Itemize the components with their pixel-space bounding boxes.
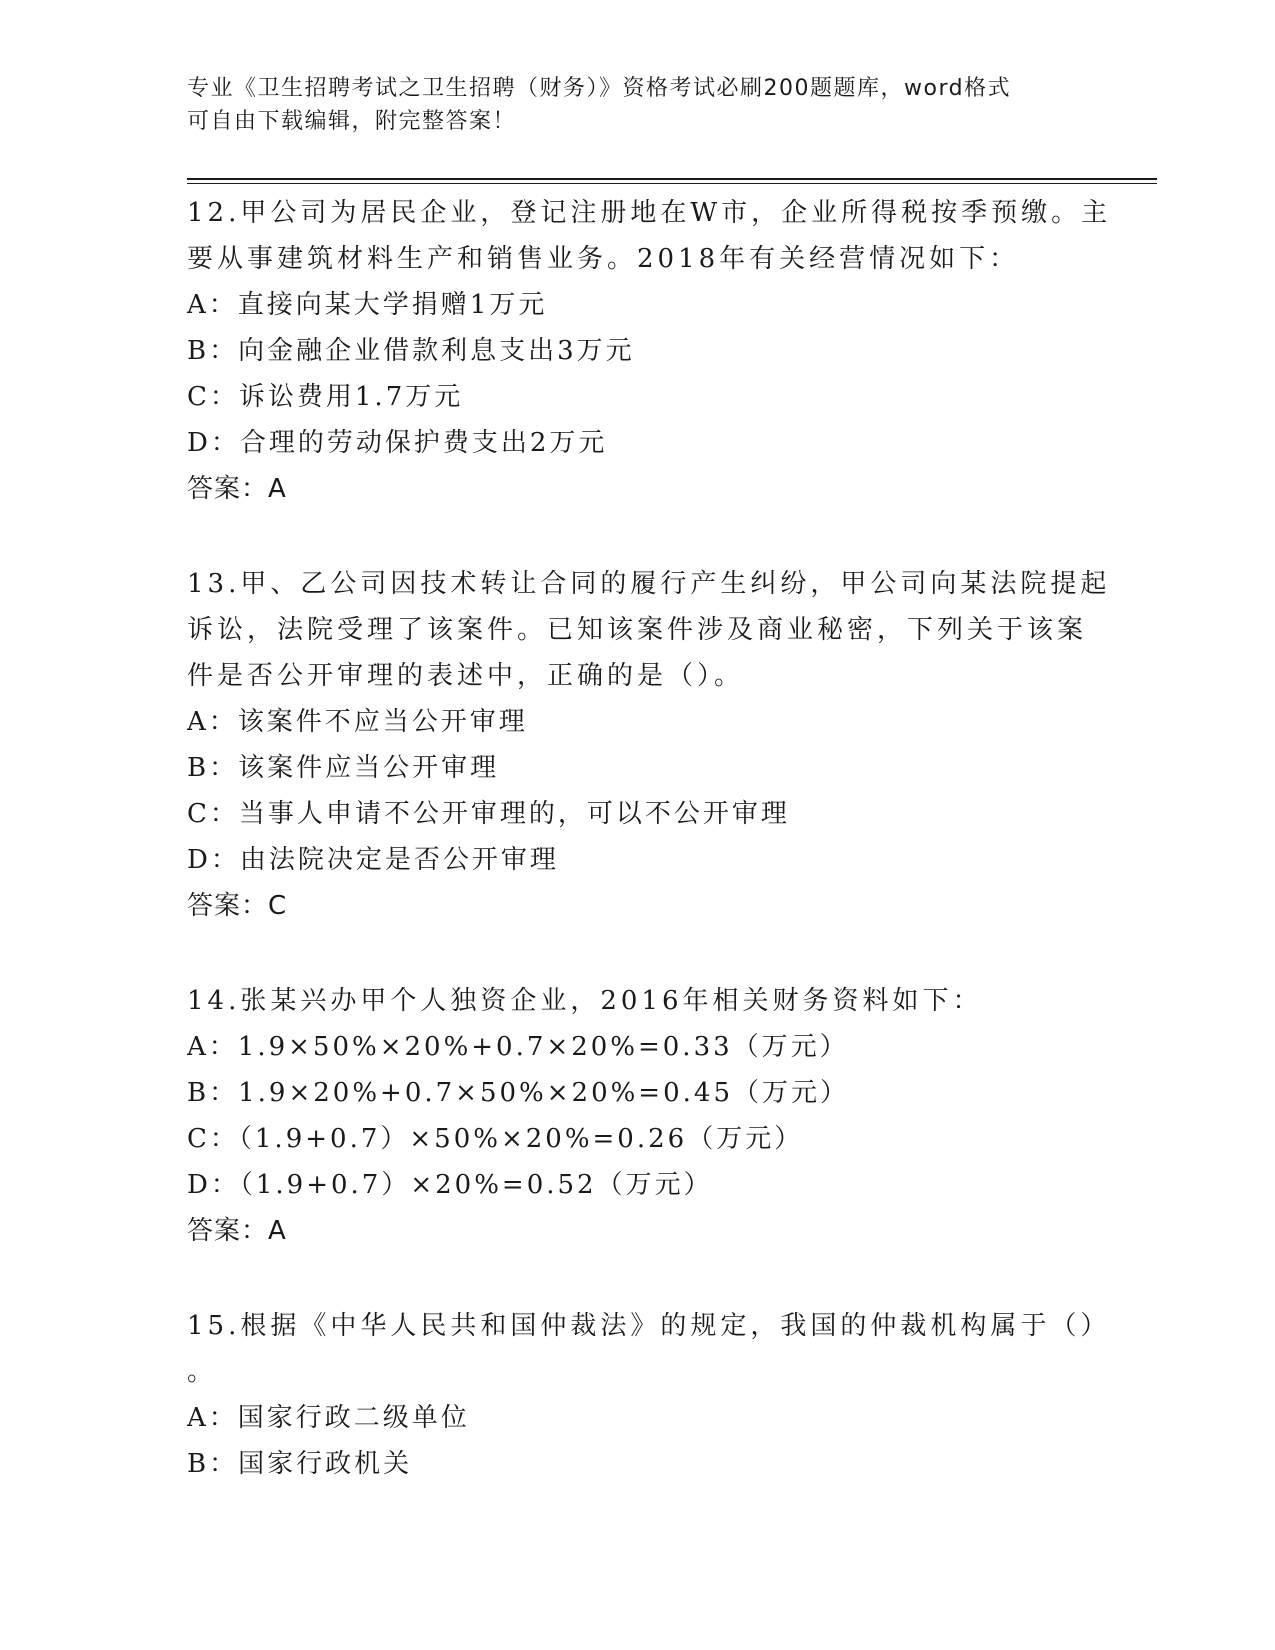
question-stem-line: 13.甲、乙公司因技术转让合同的履行产生纠纷，甲公司向某法院提起 [187,569,1111,599]
answer-line: 答案：A [187,474,287,504]
document-header [187,72,1087,138]
option-b: B：该案件应当公开审理 [187,753,500,783]
question-stem-line: 15.根据《中华人民共和国仲裁法》的规定，我国的仲裁机构属于（） [187,1311,1111,1341]
question-stem-line: 14.张某兴办甲个人独资企业，2016年相关财务资料如下： [187,986,983,1016]
question-15 [187,1303,1111,1487]
option-a: A：直接向某大学捐赠1万元 [187,290,548,320]
answer-line: 答案：A [187,1216,287,1246]
option-a: A：该案件不应当公开审理 [187,707,528,737]
option-c: C：诉讼费用1.7万元 [187,382,464,412]
option-d: D：合理的劳动保护费支出2万元 [187,428,608,458]
option-a: A：国家行政二级单位 [187,1403,470,1433]
option-b: B：向金融企业借款利息支出3万元 [187,336,635,366]
question-14 [187,978,1087,1254]
question-stem-line: 。 [187,1357,218,1387]
option-b: B：1.9×20%+0.7×50%×20%=0.45（万元） [187,1078,849,1108]
option-c: C：当事人申请不公开审理的，可以不公开审理 [187,799,790,829]
option-b: B：国家行政机关 [187,1449,413,1479]
question-13 [187,561,1111,929]
header-line: 可自由下载编辑，附完整答案！ [187,109,517,134]
question-list [187,190,1112,1536]
option-c: C：（1.9+0.7）×50%×20%=0.26（万元） [187,1124,804,1154]
header-divider-thick [187,178,1157,180]
answer-line: 答案：C [187,891,288,921]
question-12 [187,190,1112,512]
question-stem-line: 诉讼，法院受理了该案件。已知该案件涉及商业秘密，下列关于该案 [187,615,1088,645]
header-line: 专业《卫生招聘考试之卫生招聘（财务）》资格考试必刷200题题库，word格式 [187,76,1012,101]
option-d: D：（1.9+0.7）×20%=0.52（万元） [187,1170,713,1200]
question-stem-line: 件是否公开审理的表述中，正确的是（）。 [187,661,745,691]
option-a: A：1.9×50%×20%+0.7×20%=0.33（万元） [187,1032,849,1062]
header-divider-thin [187,183,1157,184]
option-d: D：由法院决定是否公开审理 [187,845,559,875]
question-stem-line: 12.甲公司为居民企业，登记注册地在W市，企业所得税按季预缴。主 [187,198,1112,228]
question-stem-line: 要从事建筑材料生产和销售业务。2018年有关经营情况如下： [187,244,1020,274]
